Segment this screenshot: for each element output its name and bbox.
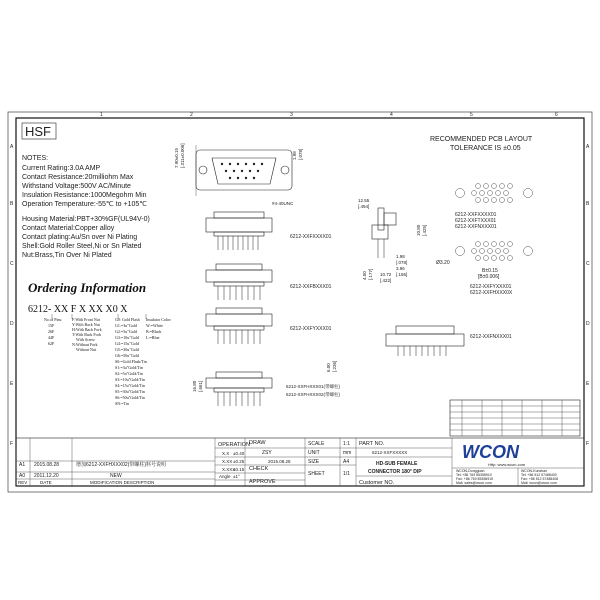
part-label-a: 6212-XXFXXXX01 — [290, 234, 332, 240]
row-marker: C — [586, 261, 590, 267]
tol-key: X.X — [222, 451, 230, 456]
part-label-e: 6212-XXFHXXX01(带螺柱) — [286, 384, 341, 389]
fix-item: Y:With Back Nut — [72, 322, 100, 327]
draw-label: DRAW — [249, 440, 266, 446]
tol-key: X.XXX — [222, 467, 236, 472]
col-marker: 2 — [190, 112, 193, 118]
pcb-label-a: 6212-XXFNXXX01 — [455, 224, 497, 230]
row-marker: B — [586, 201, 590, 207]
operation-label: OPERATION — [218, 442, 250, 448]
plate-item: G2:=5u"Gold — [115, 329, 137, 334]
part-label-d: 6212-XXFNXXX01 — [470, 334, 512, 340]
tol-val: ±1° — [233, 474, 240, 479]
rev-a0-desc: NEW — [110, 473, 122, 479]
title-line2: CONNECTOR 180° DIP — [368, 469, 422, 475]
title-line1: HD-SUB FEMALE — [376, 461, 418, 467]
pcb-label-a: 6212-XXFTXXX01 — [455, 218, 497, 224]
rev-a1-desc: 增加6212-XXFHXXX02(带螺柱)料号说明 — [76, 462, 167, 468]
plate-item: S1:=3u"Gold/Tin — [115, 365, 143, 370]
plate-item: G3:=10u"Gold — [115, 335, 139, 340]
color-head: Insulator Color: — [146, 317, 172, 322]
dimension-table — [450, 400, 580, 436]
profile-view — [358, 198, 427, 283]
front-view-connector — [174, 143, 303, 196]
plate-item: G5:=30u"Gold — [115, 347, 139, 352]
sheet-label: SHEET — [308, 471, 325, 477]
unit-val: mm — [343, 450, 352, 456]
size-label: SIZE — [308, 459, 320, 465]
rev-a0: A0 — [19, 473, 26, 479]
pins-head: No.of Pins: — [44, 317, 63, 322]
rev-head: MODIFICATION DESCRIPTION — [90, 480, 155, 485]
col-marker: 4 — [390, 112, 393, 118]
fix-item: F:With Front Nut — [72, 317, 100, 322]
pcb-dim-b: B±0.15 — [482, 268, 498, 274]
note-line: Insulation Resistance:1000Megohm Min — [22, 192, 147, 199]
pcb-dim-b2: [B±0.006] — [478, 274, 500, 280]
unit-label: UNIT — [308, 450, 320, 456]
office-ks-fax: Fax: +86 512 57488408 — [521, 477, 559, 481]
ordering-title: Ordering Information — [28, 280, 147, 295]
draw-by: ZSY — [262, 450, 272, 456]
sheet-val: 1/1 — [343, 471, 350, 477]
row-marker: D — [10, 321, 14, 327]
border-column-markers — [100, 112, 558, 118]
office-ks-mail: Mail: wcon@wcon.com — [521, 481, 557, 485]
note-line: Shell:Gold Roller Steel,Ni or Sn Plated — [22, 243, 142, 250]
dim-1680-in: [.661] — [198, 380, 203, 392]
check-label: CHECK — [249, 466, 269, 472]
fix-item: N:Without Fork — [72, 342, 98, 347]
dim-1680: 16.80 — [192, 380, 197, 392]
ordering-block — [28, 280, 171, 406]
plate-item: S4:=15u"Gold/Tin — [115, 383, 145, 388]
notes-block — [22, 155, 150, 259]
office-dg-fax: Fax: +86 769 85358915 — [456, 477, 494, 481]
row-marker: F — [586, 441, 590, 447]
pins-item: 62F — [48, 341, 55, 346]
dim-450: 4.50 — [362, 271, 367, 280]
ordering-code: 6212- XX F X XX X0 X — [28, 304, 128, 315]
office-dg-tel: Tel: +86 769 85358910 — [456, 473, 492, 477]
pins-item: 15F — [48, 323, 55, 328]
tol-val: ±0.15 — [233, 467, 245, 472]
dim-98-in: [.078] — [298, 148, 303, 160]
thread-label: #4-40UNC — [272, 201, 294, 206]
note-line: Contact Material:Copper alloy — [22, 225, 115, 232]
row-marker: C — [10, 261, 14, 267]
rev-head: DATE — [40, 480, 52, 485]
row-marker: F — [10, 441, 14, 447]
color-item: W:=White — [146, 323, 163, 328]
color-item: L:=Blue — [146, 335, 160, 340]
row-marker: B — [10, 201, 14, 207]
part-label-b: 6212-XXFBXXX01 — [290, 284, 332, 290]
office-dg-mail: Mail: sales@wcon.com — [456, 481, 492, 485]
pcb-dia: Ø3.20 — [436, 260, 450, 266]
part-no-val: 6212-XXFXXXXX — [372, 450, 408, 455]
notes-title: NOTES: — [22, 155, 49, 162]
row-marker: E — [10, 381, 14, 387]
dim-600-in: [.236] — [332, 360, 337, 372]
tol-key: Angle — [219, 474, 231, 479]
side-view-d — [386, 326, 512, 356]
rev-a0-date: 2011.12.20 — [34, 473, 59, 479]
scale-val: 1:1 — [343, 441, 350, 447]
approve-label: APPROVE — [249, 479, 276, 485]
pins-item: 44F — [48, 335, 55, 340]
pcb-label-b: 6212-XXFYXXX01 — [470, 284, 512, 290]
col-marker: 1 — [100, 112, 103, 118]
plate-item: SN:=Tin — [115, 401, 129, 406]
color-item: B:=Black — [146, 329, 162, 334]
part-no-label: PART NO. — [359, 441, 385, 447]
col-marker: 3 — [290, 112, 293, 118]
plate-item: G6:=50u"Gold — [115, 353, 139, 358]
customer-label: Customer NO. — [359, 480, 395, 486]
dim-1080: 10.80 — [416, 224, 421, 236]
dim-98: 1.98 — [292, 151, 297, 160]
row-marker: E — [586, 381, 590, 387]
dim-450-in: [.177] — [368, 268, 373, 280]
plate-item: S0:=Gold Flash/Tin — [115, 359, 147, 364]
dim-600: 6.00 — [326, 363, 331, 372]
dim-98b: 1.98 — [396, 254, 405, 259]
plate-item: S3:=10u"Gold/Tin — [115, 377, 145, 382]
note-line: Housing Material:PBT+30%GF(UL94V-0) — [22, 216, 150, 223]
side-view-c — [206, 308, 332, 344]
note-line: Operation Temperature:-55℃ to +105℃ — [22, 201, 148, 208]
dim-1072: 10.72 — [380, 272, 392, 277]
plate-item: S5:=30u"Gold/Tin — [115, 389, 145, 394]
dim-396: 3.96 — [396, 266, 405, 271]
tol-key: X.XX — [222, 459, 233, 464]
office-dg: WCON-Dongguan — [456, 469, 485, 473]
dim-396-in: [.156] — [396, 272, 408, 277]
rev-a1-date: 2015.08.28 — [34, 462, 60, 468]
fix-item: Without Nut — [76, 347, 96, 352]
side-view-e — [192, 361, 341, 406]
dim-1072-in: [.422] — [380, 278, 392, 283]
col-marker: 5 — [470, 112, 473, 118]
scale-label: SCALE — [308, 441, 325, 447]
office-ks: WCON-Kunshan — [521, 469, 548, 473]
row-marker: A — [586, 144, 590, 150]
dim-1080-in: [.425] — [422, 224, 427, 236]
note-line: Contact Resistance:20milliohm Max — [22, 174, 134, 181]
pcb-layout — [430, 136, 533, 296]
dim-top: 7.90±0.15 — [174, 148, 179, 168]
fix-item: T:With Back Fork — [72, 332, 101, 337]
part-label-c: 6212-XXFYXXX01 — [290, 326, 332, 332]
plate-item: S6:=50u"Gold/Tin — [115, 395, 145, 400]
fix-item: With Screw — [76, 337, 95, 342]
company-url: Http: www.wcon.com — [488, 462, 526, 467]
pcb-label-b: 6212-XXFHXXX0X — [470, 290, 513, 296]
plate-item: G4:=15u"Gold — [115, 341, 139, 346]
dim-98b-in: [.078] — [396, 260, 408, 265]
col-marker: 6 — [555, 112, 558, 118]
pcb-tolerance: TOLERANCE IS ±0.05 — [450, 145, 521, 152]
note-line: Withstand Voltage:500V AC/Minute — [22, 183, 131, 190]
size-val: A4 — [343, 459, 350, 465]
company-logo: WCON — [462, 442, 519, 462]
dim-1255-in: [.494] — [358, 204, 370, 209]
tol-val: ±0.40 — [233, 451, 245, 456]
dim-top-in: [.311±0.006] — [180, 143, 185, 168]
plate-item: S2:=5u"Gold/Tin — [115, 371, 143, 376]
tol-val: ±0.25 — [233, 459, 245, 464]
note-line: Nut:Brass,Tin Over Ni Plated — [22, 252, 112, 259]
note-line: Contact plating:Au/Sn over Ni Plating — [22, 234, 138, 241]
pins-item: 26F — [48, 329, 55, 334]
draw-date: 2015.08.28 — [268, 459, 291, 464]
dim-1255: 12.55 — [358, 198, 370, 203]
rev-a1: A1 — [19, 462, 26, 468]
note-line: Current Rating:3.0A AMP — [22, 165, 101, 172]
fix-item: H:With Back Fork — [72, 327, 102, 332]
side-view-a — [206, 201, 332, 250]
pcb-label-a: 6212-XXFXXXX01 — [455, 212, 497, 218]
part-label-f: 6212-XXFHXXX02(带螺柱) — [286, 392, 341, 397]
row-marker: D — [586, 321, 590, 327]
plate-item: G0: Gold Flash — [115, 317, 140, 322]
side-view-b — [206, 264, 332, 300]
brand-label: HSF — [25, 124, 51, 139]
pcb-title: RECOMMENDED PCB LAYOUT — [430, 136, 533, 143]
rev-head: REV — [18, 480, 28, 485]
plate-item: G1:=3u"Gold — [115, 323, 137, 328]
title-block — [16, 438, 584, 486]
row-marker: A — [10, 144, 14, 150]
office-ks-tel: Tel: +86 512 57488400 — [521, 473, 557, 477]
